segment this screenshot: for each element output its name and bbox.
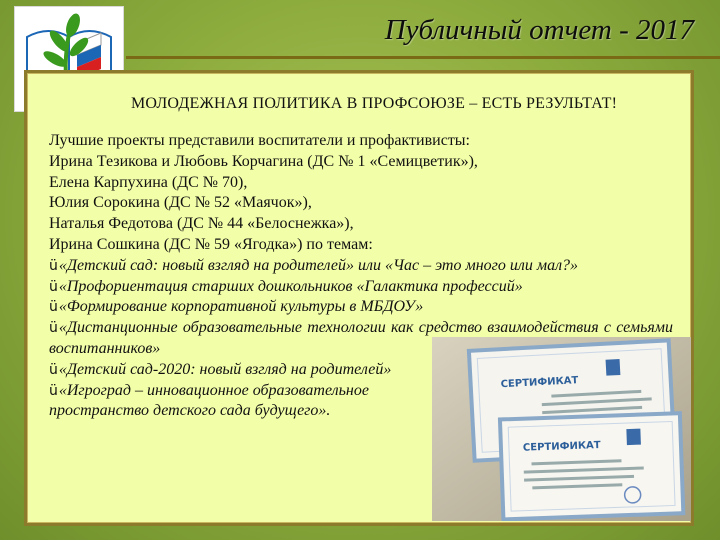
title-divider bbox=[126, 56, 720, 59]
certificates-photo-image bbox=[432, 337, 691, 521]
certificate-title: СЕРТИФИКАТ bbox=[522, 439, 601, 454]
topic-item bbox=[49, 381, 421, 423]
topic-text: «Формирование корпоративной культуры в МБДОУ» bbox=[58, 298, 424, 316]
section-heading: МОЛОДЕЖНАЯ ПОЛИТИКА В ПРОФСОЮЗЕ – ЕСТЬ РЕЗУЛЬТАТ! bbox=[131, 95, 618, 112]
certificate-title: СЕРТИФИКАТ bbox=[500, 375, 579, 391]
topic-item bbox=[49, 297, 673, 318]
author-line: Юлия Сорокина (ДС № 52 «Маячок»), bbox=[49, 194, 312, 212]
intro-line: Лучшие проекты представили воспитатели и профактивисты: bbox=[49, 132, 470, 149]
topic-text: «Игроград – инновационное образовательное пространство детского сада будущего». bbox=[49, 381, 369, 420]
topic-text: «Дистанционные образовательные технологии как средство взаимодействия с семьями воспитанников» bbox=[49, 319, 673, 357]
author-line: Наталья Федотова (ДС № 44 «Белоснежка»), bbox=[49, 215, 354, 233]
content-panel bbox=[24, 70, 694, 526]
topic-text: «Детский сад-2020: новый взгляд на родителей» bbox=[58, 360, 392, 378]
topic-item bbox=[49, 277, 673, 298]
checkmark-icon: ü bbox=[49, 278, 58, 295]
author-line: Ирина Тезикова и Любовь Корчагина (ДС № 1 «Семицветик»), bbox=[49, 152, 478, 170]
topic-text: «Профориентация старших дошкольников «Галактика профессий» bbox=[58, 277, 523, 295]
author-line: Ирина Сошкина (ДС № 59 «Ягодка») по темам: bbox=[49, 235, 373, 253]
checkmark-icon: ü bbox=[49, 382, 58, 399]
topic-text: «Детский сад: новый взгляд на родителей» или «Час – это много или мал?» bbox=[58, 256, 579, 274]
checkmark-icon: ü bbox=[49, 299, 58, 316]
checkmark-icon: ü bbox=[49, 361, 58, 378]
topic-item bbox=[49, 256, 673, 277]
page-title: Публичный отчет - 2017 bbox=[384, 14, 694, 46]
checkmark-icon: ü bbox=[49, 257, 58, 274]
author-line: Елена Карпухина (ДС № 70), bbox=[49, 173, 248, 191]
certificates-photo bbox=[432, 337, 691, 521]
checkmark-icon: ü bbox=[49, 320, 58, 337]
